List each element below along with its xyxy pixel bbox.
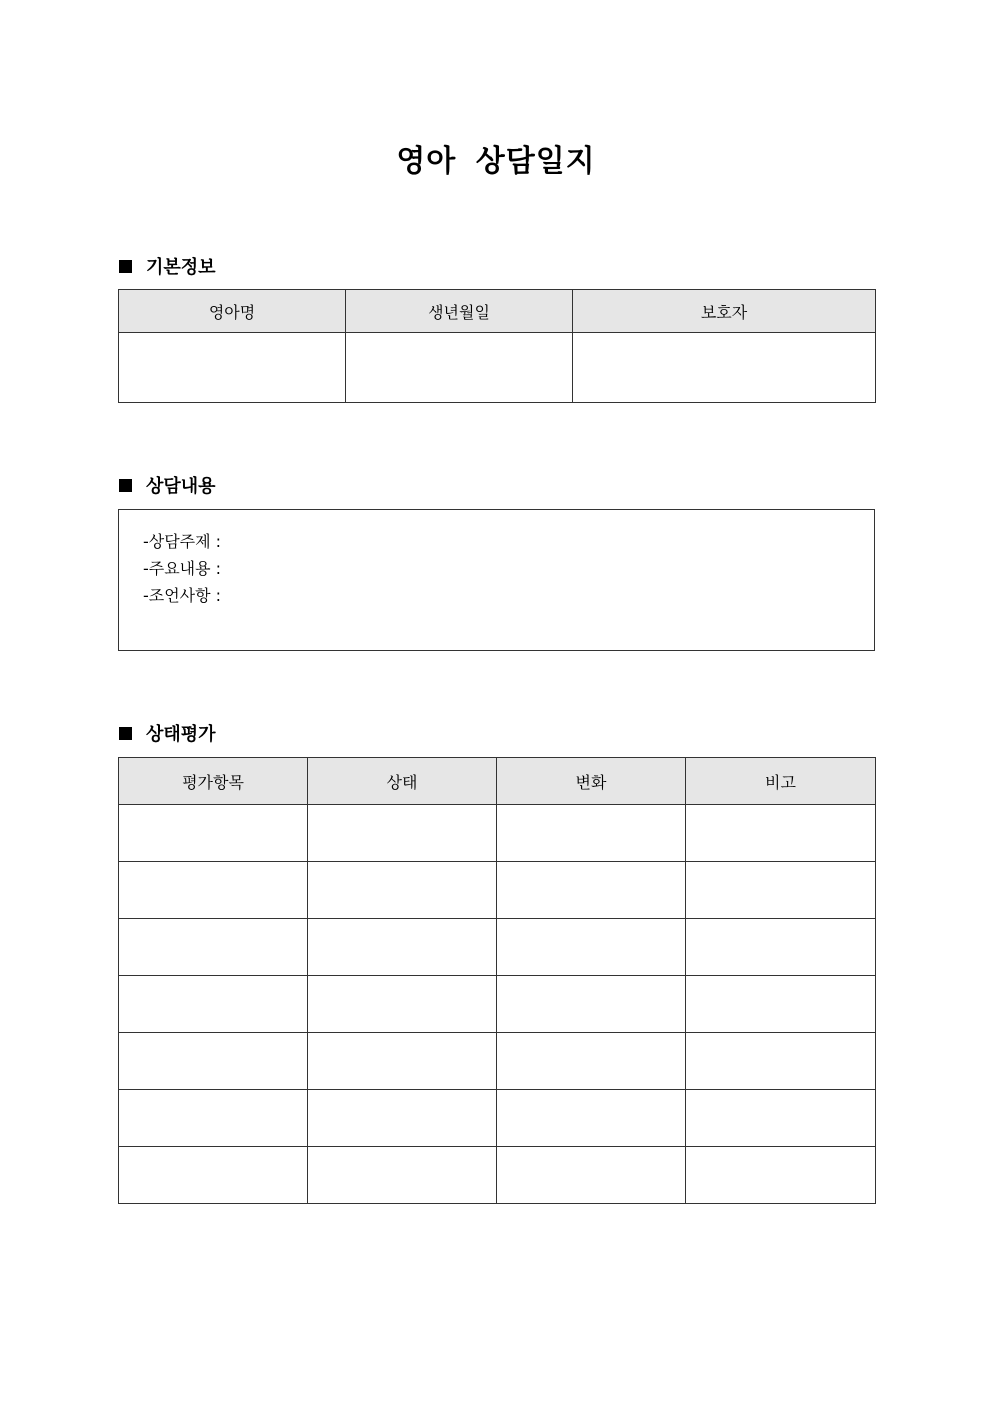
- item-cell[interactable]: [119, 1147, 308, 1204]
- item-cell[interactable]: [119, 805, 308, 862]
- section-heading-basic-info: [119, 253, 216, 279]
- advice-label: -조언사항 :: [143, 586, 222, 605]
- column-header-change: 변화: [497, 758, 686, 805]
- section-heading-consultation: [119, 472, 216, 498]
- section-heading-evaluation: [119, 720, 216, 746]
- page-title: 영아 상담일지: [396, 144, 596, 179]
- table-row: [119, 919, 876, 976]
- table-row: [119, 805, 876, 862]
- infant-name-cell[interactable]: [119, 333, 346, 403]
- remarks-cell[interactable]: [686, 862, 876, 919]
- item-cell[interactable]: [119, 1033, 308, 1090]
- consultation-topic-label: -상담주제 :: [143, 532, 222, 551]
- main-content-label: -주요내용 :: [143, 559, 222, 578]
- change-cell[interactable]: [497, 1147, 686, 1204]
- guardian-cell[interactable]: [573, 333, 876, 403]
- square-bullet-icon: [119, 260, 132, 273]
- section-title: 상태평가: [146, 724, 216, 745]
- item-cell[interactable]: [119, 919, 308, 976]
- item-cell[interactable]: [119, 976, 308, 1033]
- status-cell[interactable]: [308, 919, 497, 976]
- square-bullet-icon: [119, 727, 132, 740]
- status-cell[interactable]: [308, 1147, 497, 1204]
- table-row: [119, 333, 876, 403]
- table-row: [119, 1147, 876, 1204]
- change-cell[interactable]: [497, 862, 686, 919]
- column-header-remarks: 비고: [686, 758, 876, 805]
- change-cell[interactable]: [497, 1033, 686, 1090]
- square-bullet-icon: [119, 479, 132, 492]
- item-cell[interactable]: [119, 1090, 308, 1147]
- column-header-item: 평가항목: [119, 758, 308, 805]
- item-cell[interactable]: [119, 862, 308, 919]
- section-title: 상담내용: [146, 476, 216, 497]
- consultation-content-box[interactable]: [118, 509, 875, 651]
- column-header-infant-name: 영아명: [119, 290, 346, 333]
- remarks-cell[interactable]: [686, 805, 876, 862]
- remarks-cell[interactable]: [686, 1033, 876, 1090]
- status-cell[interactable]: [308, 862, 497, 919]
- change-cell[interactable]: [497, 805, 686, 862]
- column-header-birthdate: 생년월일: [346, 290, 573, 333]
- table-row: [119, 976, 876, 1033]
- column-header-guardian: 보호자: [573, 290, 876, 333]
- change-cell[interactable]: [497, 976, 686, 1033]
- remarks-cell[interactable]: [686, 919, 876, 976]
- status-cell[interactable]: [308, 1090, 497, 1147]
- change-cell[interactable]: [497, 919, 686, 976]
- table-row: [119, 1033, 876, 1090]
- section-title: 기본정보: [146, 257, 216, 278]
- remarks-cell[interactable]: [686, 1147, 876, 1204]
- table-row: [119, 862, 876, 919]
- status-cell[interactable]: [308, 1033, 497, 1090]
- change-cell[interactable]: [497, 1090, 686, 1147]
- table-header-row: [119, 290, 876, 333]
- remarks-cell[interactable]: [686, 976, 876, 1033]
- remarks-cell[interactable]: [686, 1090, 876, 1147]
- birthdate-cell[interactable]: [346, 333, 573, 403]
- table-header-row: [119, 758, 876, 805]
- column-header-status: 상태: [308, 758, 497, 805]
- evaluation-table: [118, 757, 876, 1204]
- table-row: [119, 1090, 876, 1147]
- basic-info-table: [118, 289, 876, 403]
- status-cell[interactable]: [308, 805, 497, 862]
- status-cell[interactable]: [308, 976, 497, 1033]
